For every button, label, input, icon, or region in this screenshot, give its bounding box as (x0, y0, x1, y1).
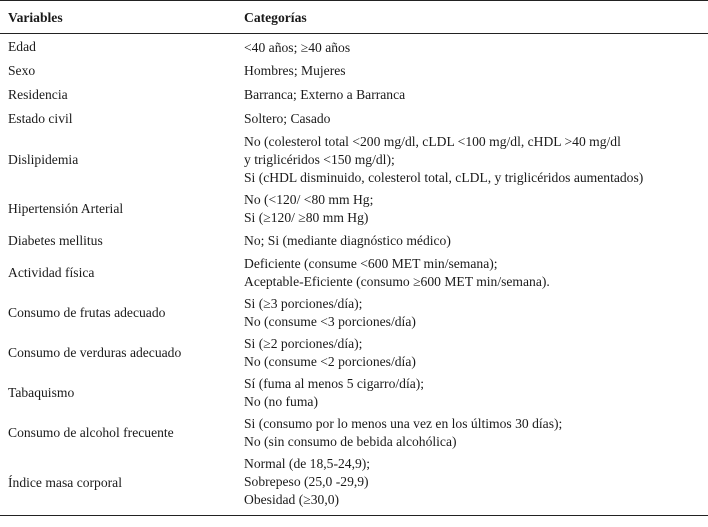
categoria-line: y triglicéridos <150 mg/dl); (244, 152, 395, 167)
variable-cell: Índice masa corporal (0, 453, 242, 516)
categoria-cell (242, 83, 708, 107)
categoria-cell (242, 453, 708, 516)
categoria-line: Soltero; Casado (244, 111, 331, 126)
categoria-line: Aceptable-Eficiente (consumo ≥600 MET min/semana). (244, 274, 550, 289)
categoria-cell (242, 373, 708, 413)
categoria-line: Sobrepeso (25,0 -29,9) (244, 474, 369, 489)
categoria-line: No (consume <3 porciones/día) (244, 314, 416, 329)
table-header-row (0, 1, 708, 34)
categoria-line: Si (consumo por lo menos una vez en los últimos 30 días); (244, 416, 563, 431)
categoria-line: Si (cHDL disminuido, colesterol total, cLDL, y triglicéridos aumentados) (244, 170, 644, 185)
table-row (0, 83, 708, 107)
categoria-cell (242, 229, 708, 253)
categoria-line: Barranca; Externo a Barranca (244, 87, 406, 102)
header-variables: Variables (0, 1, 242, 34)
table-row (0, 131, 708, 189)
variable-cell: Diabetes mellitus (8, 233, 103, 248)
variable-cell: Consumo de verduras adecuado (8, 345, 182, 360)
categoria-cell (242, 34, 708, 60)
table-row (0, 413, 708, 453)
header-categorias: Categorías (242, 1, 708, 34)
categoria-line: Si (≥3 porciones/día); (244, 296, 363, 311)
categoria-line: Obesidad (≥30,0) (244, 492, 340, 507)
categoria-line: No; Si (mediante diagnóstico médico) (244, 233, 451, 248)
table-row (0, 333, 708, 373)
categoria-line: Sí (fuma al menos 5 cigarro/día); (244, 376, 425, 391)
categoria-cell (242, 107, 708, 131)
categoria-line: No (consume <2 porciones/día) (244, 354, 416, 369)
categoria-line: No (colesterol total <200 mg/dl, cLDL <100 mg/dl, cHDL >40 mg/dl (244, 134, 621, 149)
variable-cell: Sexo (8, 63, 36, 78)
variable-cell: Residencia (8, 87, 68, 102)
categoria-cell (242, 189, 708, 229)
categoria-cell (242, 59, 708, 83)
categoria-line: Normal (de 18,5-24,9); (244, 456, 371, 471)
categoria-cell (242, 413, 708, 453)
table-body (0, 34, 708, 516)
table-row (0, 453, 708, 516)
categoria-line: No (<120/ <80 mm Hg; (244, 192, 374, 207)
variable-cell: Consumo de alcohol frecuente (8, 425, 174, 440)
table-row (0, 373, 708, 413)
table-row (0, 253, 708, 293)
variable-cell: Actividad física (8, 265, 95, 280)
table-row (0, 59, 708, 83)
variable-cell: Tabaquismo (8, 385, 75, 400)
variable-cell: Edad (8, 39, 36, 54)
variable-cell: Estado civil (8, 111, 73, 126)
table-row (0, 189, 708, 229)
categoria-line: Si (≥2 porciones/día); (244, 336, 363, 351)
categoria-cell (242, 293, 708, 333)
categoria-cell (242, 131, 708, 189)
variable-cell: Hipertensión Arterial (8, 201, 124, 216)
categoria-line: Si (≥120/ ≥80 mm Hg) (244, 210, 369, 225)
variable-cell: Dislipidemia (8, 152, 79, 167)
categoria-line: No (sin consumo de bebida alcohólica) (244, 434, 457, 449)
categoria-cell (242, 333, 708, 373)
categoria-line: No (no fuma) (244, 394, 318, 409)
categoria-cell (242, 253, 708, 293)
categoria-line: <40 años; ≥40 años (244, 39, 351, 55)
categoria-line: Hombres; Mujeres (244, 63, 346, 78)
categoria-line: Deficiente (consume <600 MET min/semana); (244, 256, 498, 271)
table-row (0, 293, 708, 333)
table-row (0, 107, 708, 131)
table-row (0, 34, 708, 60)
table-row (0, 229, 708, 253)
variable-cell: Consumo de frutas adecuado (8, 305, 166, 320)
